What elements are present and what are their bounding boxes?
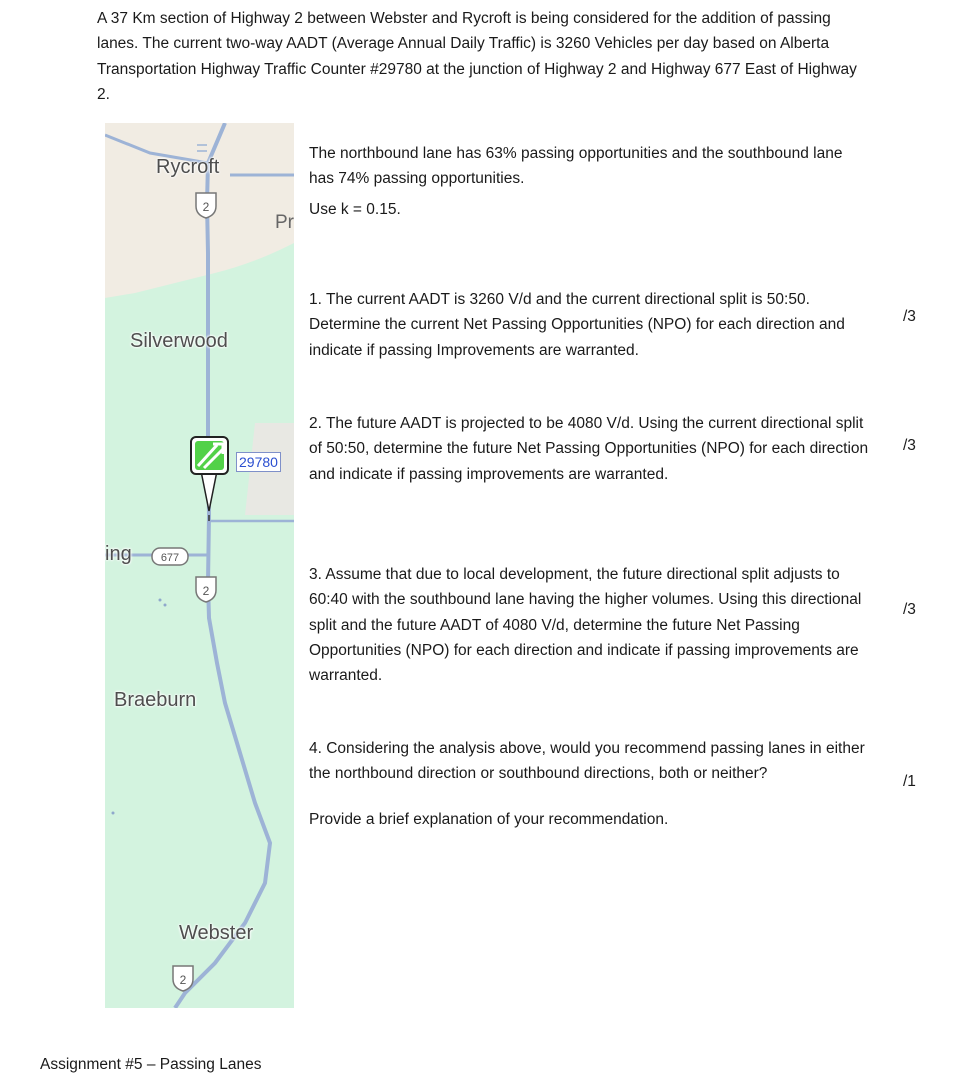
passing-info bbox=[309, 141, 869, 222]
question-4-explanation: Provide a brief explanation of your recommendation. bbox=[309, 811, 669, 828]
question-2: 2. The future AADT is projected to be 4080 V/d. Using the current directional split of 50:50, determine the future Net Passing Opportunities (NPO) for each direction and indicate if passing improvements are warranted. bbox=[309, 415, 869, 483]
question-4: 4. Considering the analysis above, would you recommend passing lanes in either the northbound direction or southbound directions, both or neither? bbox=[309, 740, 865, 783]
footer-title: Assignment #5 – Passing Lanes bbox=[40, 1056, 262, 1073]
hwy2-shield-south bbox=[173, 966, 193, 991]
highway-map bbox=[105, 123, 294, 1008]
hwy2-shield-north bbox=[196, 193, 216, 218]
question-3: 3. Assume that due to local development, the future directional split adjusts to 60:40 with the southbound lane having the higher volumes. Using this directional split and the future AADT of 4080 V/d, determine the future Net Passing Opportunities (NPO) for each direction and indicate if passing improvements are warranted. bbox=[309, 566, 862, 685]
place-label-ing: ing bbox=[105, 543, 132, 565]
passing-percentages: The northbound lane has 63% passing opportunities and the southbound lane has 74% passing opportunities. bbox=[309, 145, 843, 188]
place-label-rycroft: Rycroft bbox=[156, 156, 220, 178]
question-4-marks: /1 bbox=[903, 773, 916, 790]
intro-paragraph: A 37 Km section of Highway 2 between Webster and Rycroft is being considered for the addition of passing lanes. The current two-way AADT (Average Annual Daily Traffic) is 3260 Vehicles per day based on Alberta Transportation Highway Traffic Counter #29780 at the junction of Highway 2 and Highway 677 East of Highway 2. bbox=[97, 10, 857, 103]
place-label-silverwood: Silverwood bbox=[130, 330, 228, 352]
k-value: Use k = 0.15. bbox=[309, 200, 401, 218]
hwy677-shield bbox=[152, 548, 188, 565]
svg-text:2: 2 bbox=[179, 973, 187, 987]
svg-text:677: 677 bbox=[160, 552, 180, 564]
place-label-braeburn: Braeburn bbox=[114, 689, 197, 711]
place-label-pr: Pr bbox=[275, 212, 294, 233]
svg-text:2: 2 bbox=[202, 200, 210, 214]
place-label-webster: Webster bbox=[179, 922, 254, 944]
question-1: 1. The current AADT is 3260 V/d and the current directional split is 50:50. Determine the current Net Passing Opportunities (NPO) for each direction and indicate if passing Improvements are warranted. bbox=[309, 291, 845, 359]
map-canvas bbox=[105, 123, 294, 1008]
question-2-marks: /3 bbox=[903, 437, 916, 454]
hwy2-shield-mid bbox=[196, 577, 216, 602]
question-3-marks: /3 bbox=[903, 601, 916, 618]
traffic-counter-label: 29780 bbox=[236, 452, 281, 472]
svg-text:2: 2 bbox=[202, 584, 210, 598]
question-1-marks: /3 bbox=[903, 308, 916, 325]
